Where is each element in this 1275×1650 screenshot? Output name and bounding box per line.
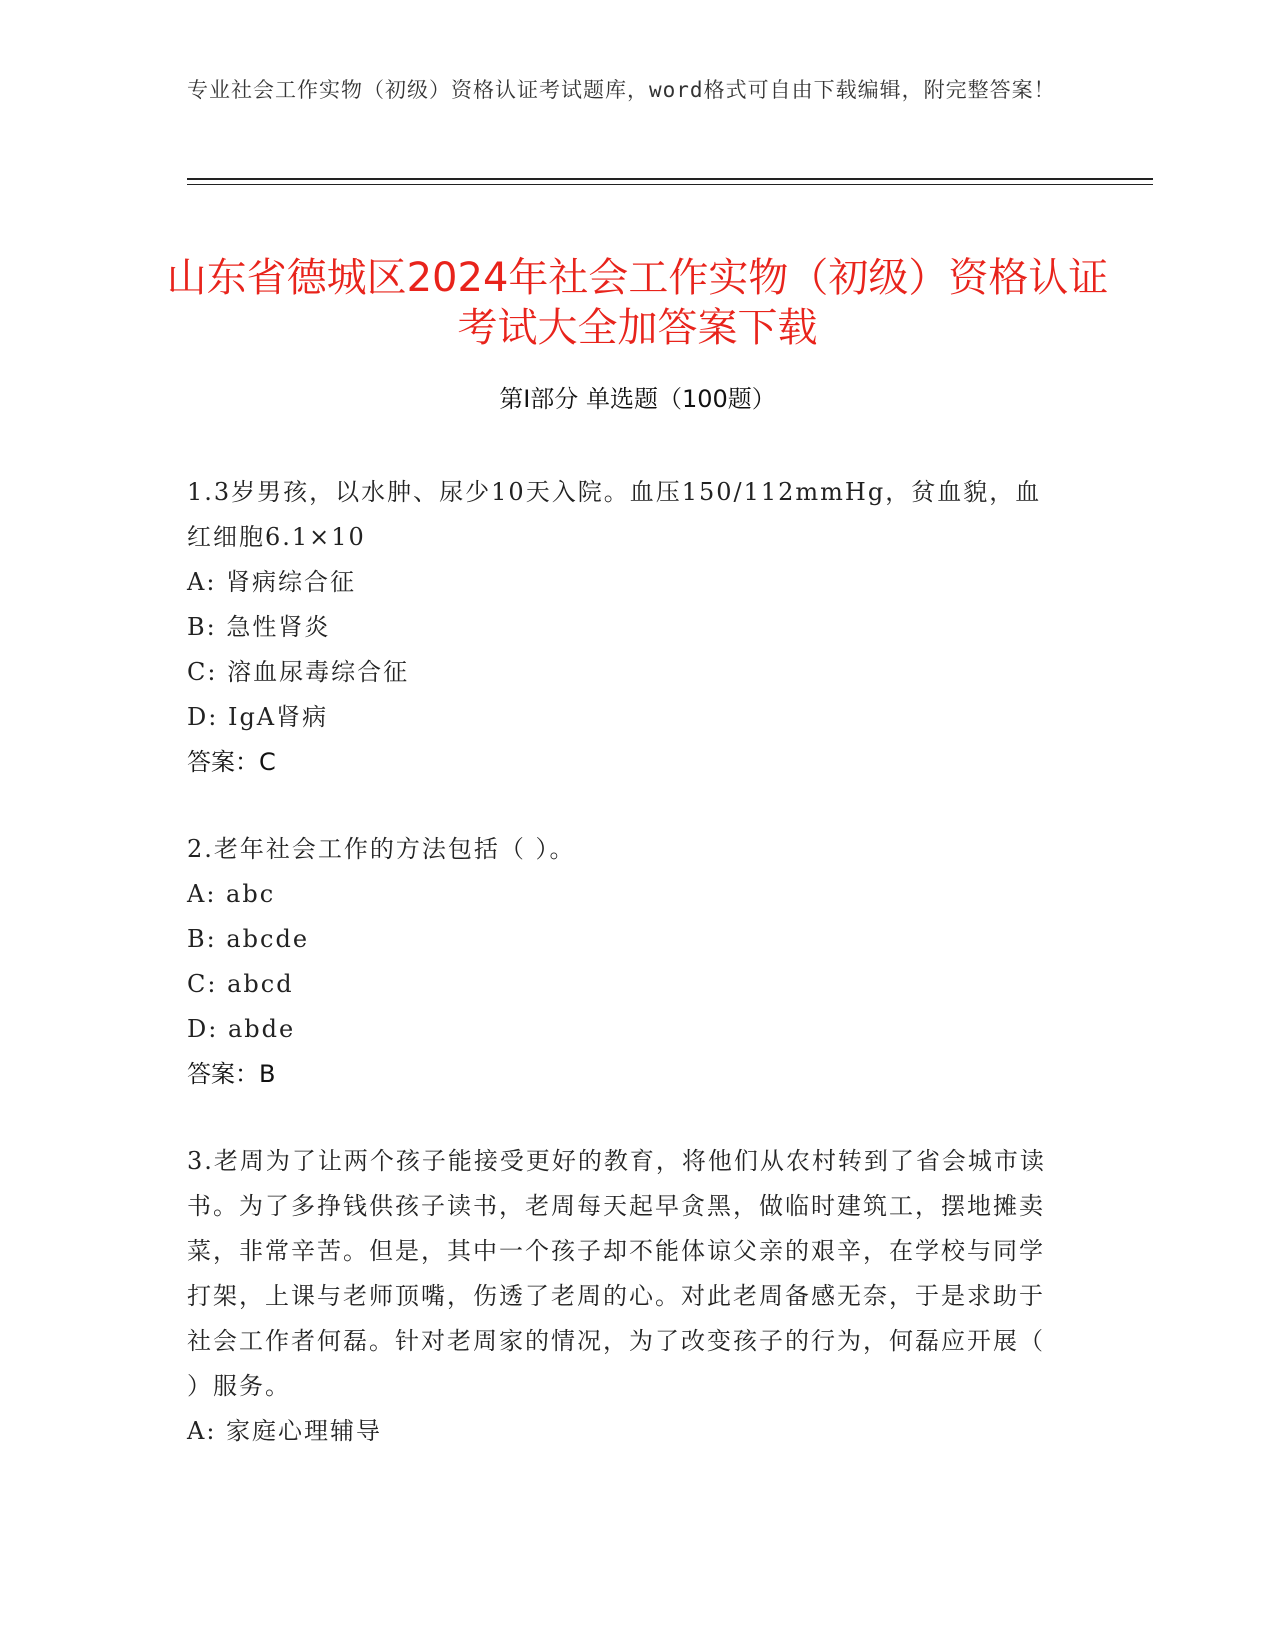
answer: 答案：C: [187, 748, 276, 776]
option-a: A: 家庭心理辅导: [187, 1417, 383, 1445]
option-d: D: abde: [187, 1015, 296, 1043]
question-3: [187, 1139, 1067, 1454]
header-divider-thin: [187, 184, 1153, 185]
option-c: C: abcd: [187, 970, 294, 998]
question-stem: 3.老周为了让两个孩子能接受更好的教育，将他们从农村转到了省会城市读书。为了多挣钱供孩子读书，老周每天起早贪黑，做临时建筑工，摆地摊卖菜，非常辛苦。但是，其中一个孩子却不能体谅父亲的艰辛，在学校与同学打架，上课与老师顶嘴，伤透了老周的心。对此老周备感无奈，于是求助于社会工作者何磊。针对老周家的情况，为了改变孩子的行为，何磊应开展（ ）服务。: [187, 1147, 1046, 1400]
option-a: A: abc: [187, 880, 276, 908]
answer: 答案：B: [187, 1060, 276, 1088]
question-stem: 1.3岁男孩，以水肿、尿少10天入院。血压150/112mmHg，贫血貌，血红细胞6.1×10: [187, 478, 1042, 551]
header-divider-thick: [187, 178, 1153, 180]
question-list: [187, 470, 1067, 1496]
question-stem: 2.老年社会工作的方法包括（ ）。: [187, 835, 576, 863]
header-note: 专业社会工作实物（初级）资格认证考试题库，word格式可自由下载编辑，附完整答案！: [187, 78, 1056, 102]
option-b: B: 急性肾炎: [187, 613, 331, 641]
section-title: 第Ⅰ部分 单选题（100题）: [499, 385, 776, 413]
option-c: C: 溶血尿毒综合征: [187, 658, 410, 686]
option-d: D: IgA肾病: [187, 703, 329, 731]
question-2: [187, 827, 1067, 1097]
question-1: [187, 470, 1067, 785]
option-b: B: abcde: [187, 925, 310, 953]
option-a: A: 肾病综合征: [187, 568, 357, 596]
document-title: 山东省德城区2024年社会工作实物（初级）资格认证考试大全加答案下载: [166, 254, 1109, 351]
